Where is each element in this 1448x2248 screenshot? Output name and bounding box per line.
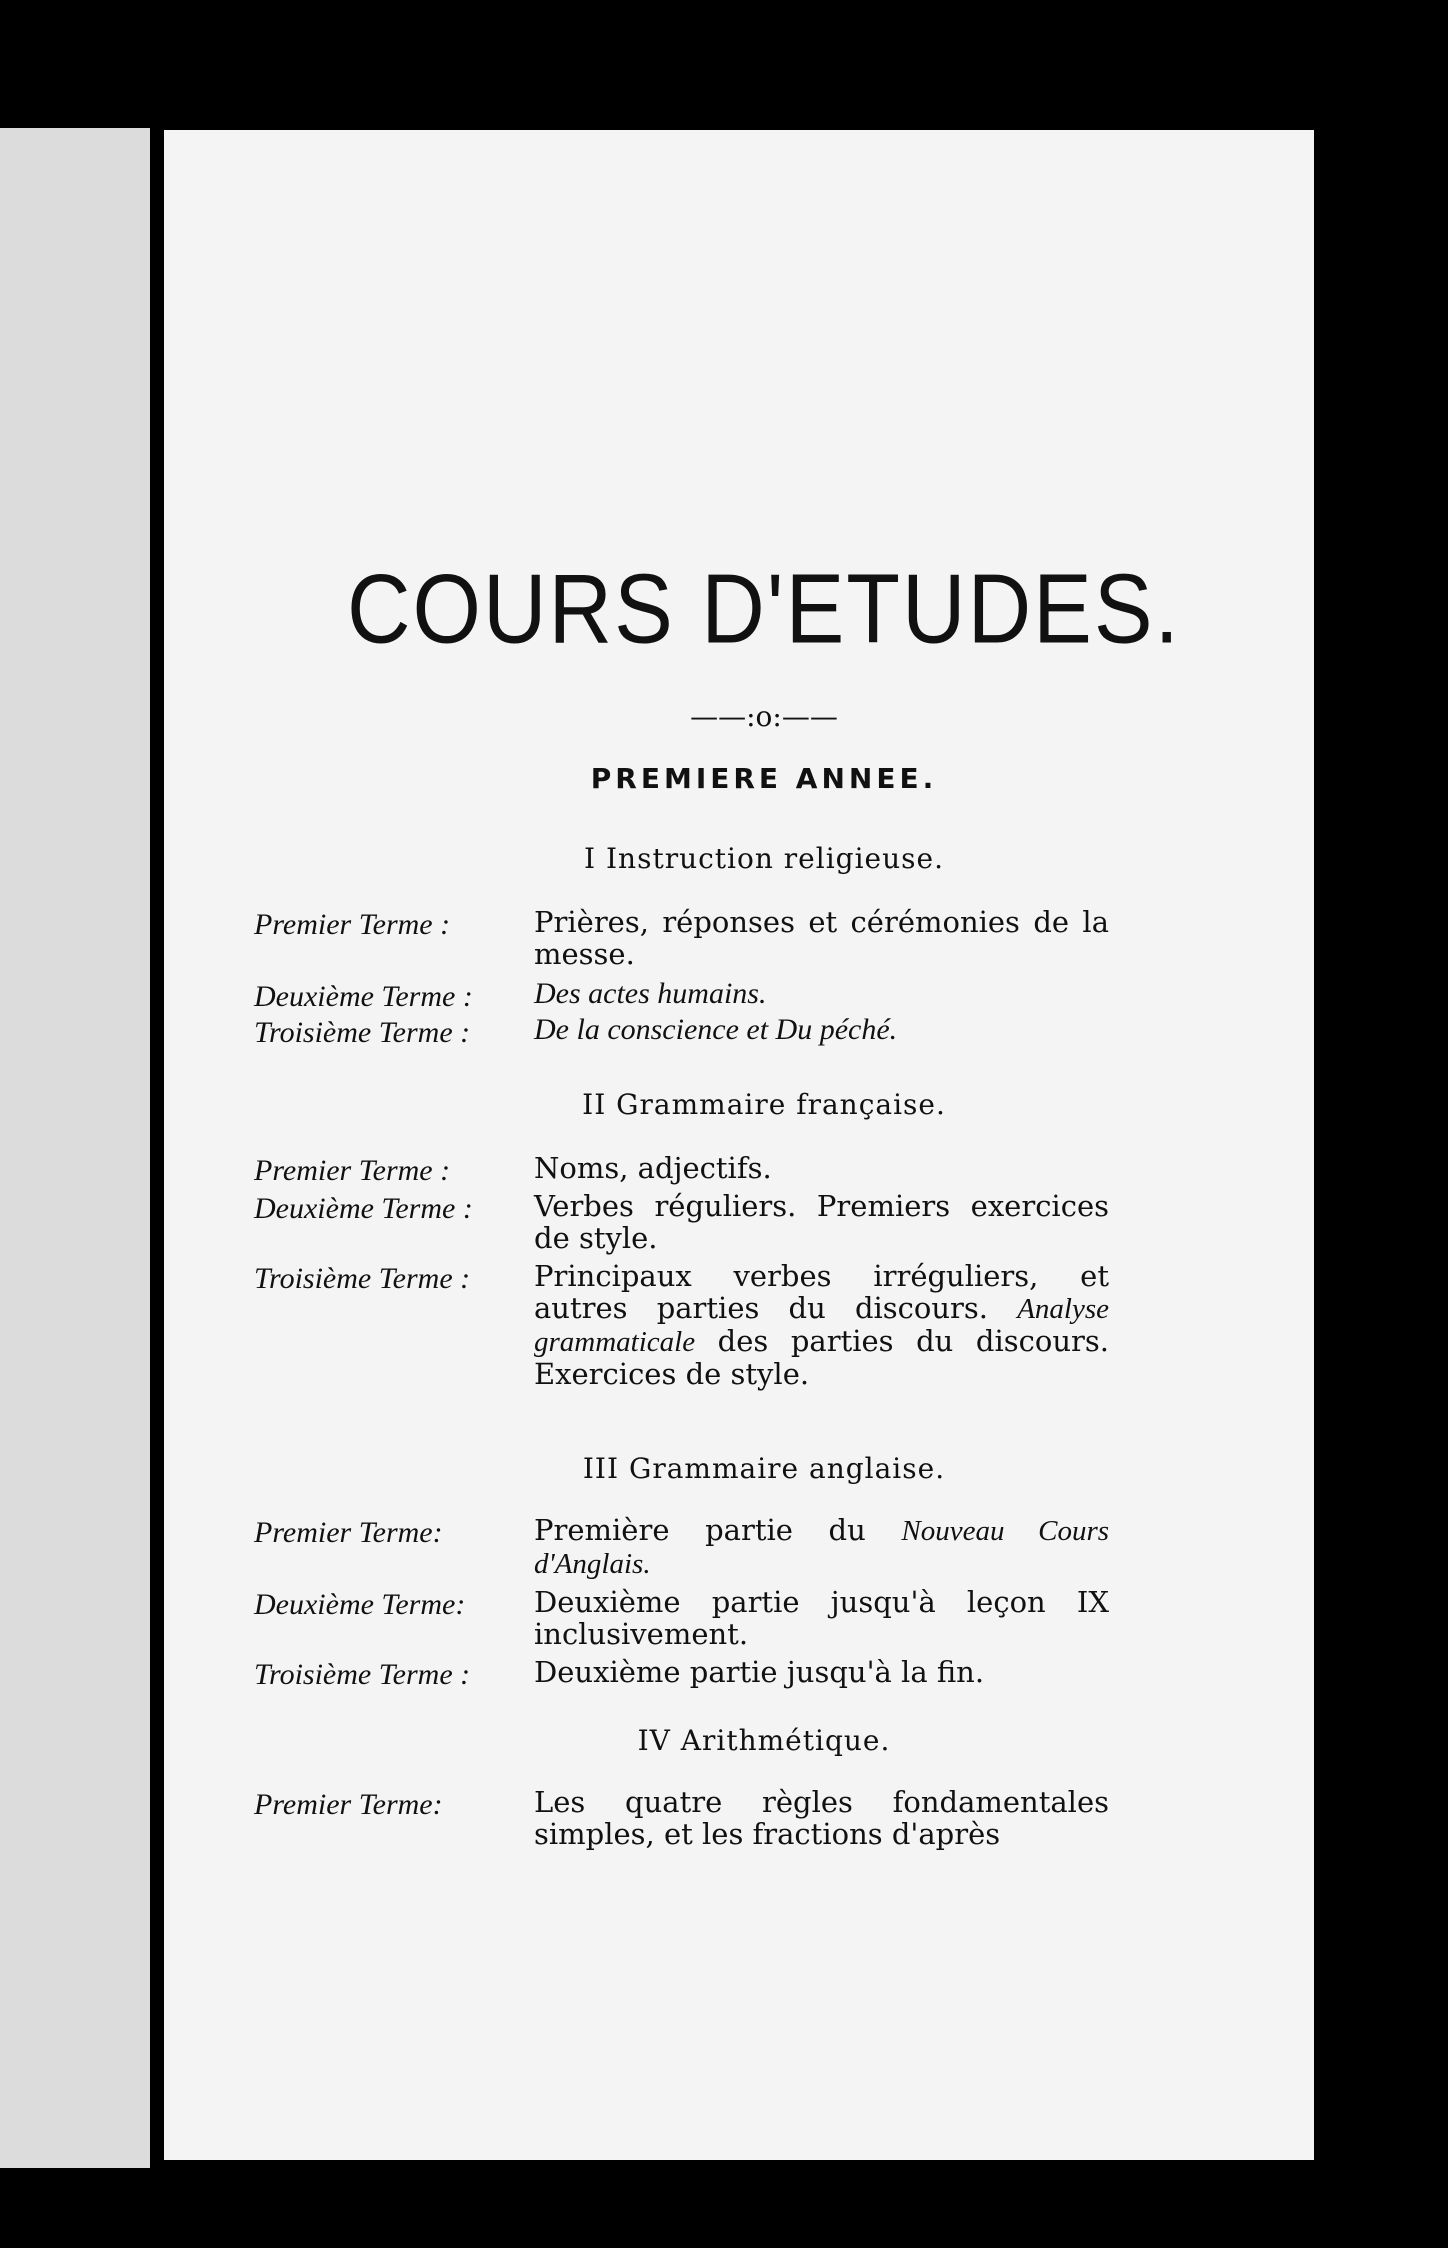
description-text: Première partie du bbox=[534, 1513, 866, 1547]
term-description: Deuxième partie jusqu'à la fin. bbox=[534, 1655, 985, 1689]
term-description: Des actes humains. bbox=[534, 977, 767, 1010]
term-description: De la conscience et Du péché. bbox=[534, 1013, 898, 1046]
term-label: Premier Terme : bbox=[254, 1154, 451, 1187]
term-description: Prières, réponses et cérémonies de la messe. bbox=[534, 905, 1109, 971]
term-description: Les quatre règles fondamentales simples, et les fractions d'après bbox=[534, 1785, 1109, 1851]
term-label: Premier Terme: bbox=[254, 1516, 443, 1549]
title-divider: ——:o:—— bbox=[690, 700, 838, 733]
section-heading: II Grammaire française. bbox=[582, 1088, 946, 1121]
term-label: Troisième Terme : bbox=[254, 1016, 471, 1049]
description-text: des parties du discours. Exercices de style. bbox=[534, 1324, 1109, 1391]
term-label: Deuxième Terme : bbox=[254, 980, 473, 1013]
description-emphasis: Analyse grammaticale bbox=[534, 1293, 1109, 1358]
year-heading: PREMIERE ANNEE. bbox=[590, 762, 938, 795]
book-page bbox=[164, 130, 1314, 2160]
term-description: Noms, adjectifs. bbox=[534, 1151, 772, 1185]
facing-page-edge bbox=[0, 128, 150, 2168]
term-label: Premier Terme: bbox=[254, 1788, 443, 1821]
book-gutter bbox=[150, 120, 164, 2180]
term-description: Verbes réguliers. Premiers exercices de style. bbox=[534, 1189, 1109, 1255]
term-label: Troisième Terme : bbox=[254, 1658, 471, 1691]
term-label: Premier Terme : bbox=[254, 908, 451, 941]
description-emphasis: Nouveau Cours d'Anglais. bbox=[534, 1515, 1110, 1580]
section-heading: I Instruction religieuse. bbox=[584, 842, 944, 875]
term-description: Deuxième partie jusqu'à leçon IX inclusivement. bbox=[534, 1585, 1109, 1651]
page-title: COURS D'ETUDES. bbox=[347, 553, 1181, 664]
term-description bbox=[534, 1260, 1109, 1390]
term-description bbox=[534, 1514, 1109, 1580]
section-heading: IV Arithmétique. bbox=[637, 1724, 891, 1757]
section-heading: III Grammaire anglaise. bbox=[582, 1452, 946, 1485]
term-label: Troisième Terme : bbox=[254, 1262, 471, 1295]
term-label: Deuxième Terme : bbox=[254, 1192, 473, 1225]
description-text: Principaux verbes irréguliers, et autres parties du discours. bbox=[534, 1259, 1109, 1325]
term-label: Deuxième Terme: bbox=[254, 1588, 466, 1621]
